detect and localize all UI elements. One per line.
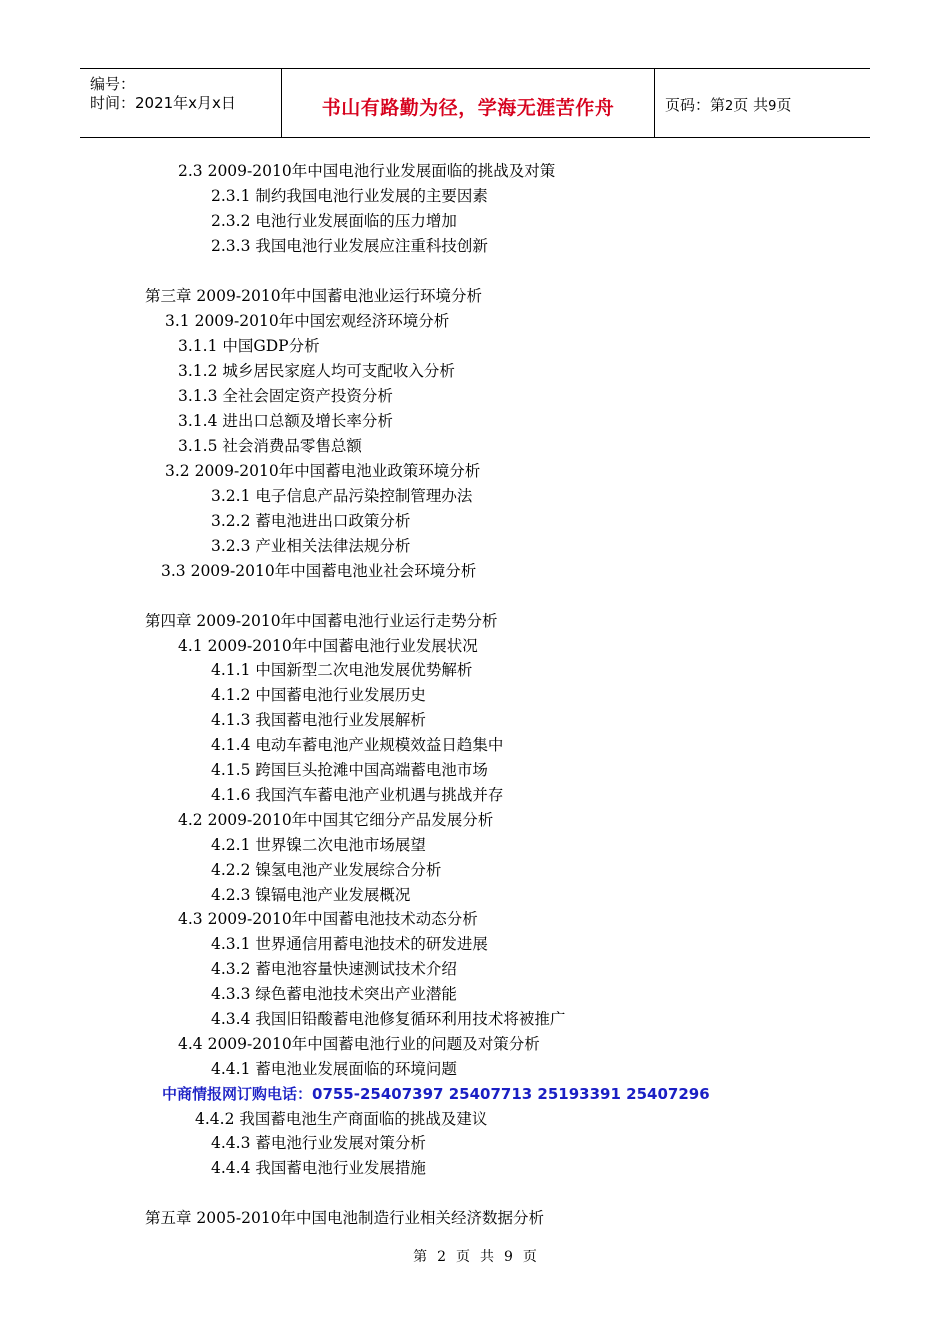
footer-word-ye: 页 xyxy=(456,1249,470,1265)
toc-chapter-4: 第四章 2009-2010年中国蓄电池行业运行走势分析 xyxy=(145,612,498,630)
toc-item-3-2-3: 3.2.3 产业相关法律法规分析 xyxy=(211,537,411,555)
toc-item-3-1-3: 3.1.3 全社会固定资产投资分析 xyxy=(178,387,393,405)
footer-total-pages: 9 xyxy=(504,1249,513,1265)
toc-item-4-3-1: 4.3.1 世界通信用蓄电池技术的研发进展 xyxy=(211,935,488,953)
toc-section-4-3: 4.3 2009-2010年中国蓄电池技术动态分析 xyxy=(178,910,478,928)
toc-item-4-3-2: 4.3.2 蓄电池容量快速测试技术介绍 xyxy=(211,960,457,978)
header-info-cell xyxy=(80,69,282,137)
total-pages-number: 9 xyxy=(768,99,777,114)
document-number-label: 编号： xyxy=(90,75,136,93)
toc-section-3-1: 3.1 2009-2010年中国宏观经济环境分析 xyxy=(165,312,450,330)
page-header xyxy=(80,68,870,138)
toc-item-4-1-6: 4.1.6 我国汽车蓄电池产业机遇与挑战并存 xyxy=(211,786,504,804)
toc-item-4-1-3: 4.1.3 我国蓄电池行业发展解析 xyxy=(211,711,426,729)
toc-item-4-2-2: 4.2.2 镍氢电池产业发展综合分析 xyxy=(211,861,442,879)
toc-section-3-3: 3.3 2009-2010年中国蓄电池业社会环境分析 xyxy=(161,562,477,580)
order-hotline-banner: 中商情报网订购电话：0755-25407397 25407713 25193391 25407296 xyxy=(162,1085,710,1103)
header-page-cell xyxy=(655,69,870,137)
header-page-indicator xyxy=(665,94,791,115)
toc-item-4-3-3: 4.3.3 绿色蓄电池技术突出产业潜能 xyxy=(211,985,457,1003)
toc-item-4-1-2: 4.1.2 中国蓄电池行业发展历史 xyxy=(211,686,426,704)
header-slogan: 书山有路勤为径，学海无涯苦作舟 xyxy=(321,97,615,119)
toc-item-4-4-1: 4.4.1 蓄电池业发展面临的环境问题 xyxy=(211,1060,457,1078)
toc-item-4-4-4: 4.4.4 我国蓄电池行业发展措施 xyxy=(211,1159,426,1177)
document-time-label: 时间：2021年x月x日 xyxy=(90,94,236,112)
toc-item-2-3-2: 2.3.2 电池行业发展面临的压力增加 xyxy=(211,212,457,230)
toc-item-3-2-1: 3.2.1 电子信息产品污染控制管理办法 xyxy=(211,487,473,505)
toc-chapter-3: 第三章 2009-2010年中国蓄电池业运行环境分析 xyxy=(145,287,483,305)
toc-section-4-1: 4.1 2009-2010年中国蓄电池行业发展状况 xyxy=(178,637,478,655)
footer-word-di: 第 xyxy=(413,1249,428,1265)
toc-item-4-1-1: 4.1.1 中国新型二次电池发展优势解析 xyxy=(211,661,473,679)
current-page-number: 2 xyxy=(725,99,734,114)
toc-item-4-2-1: 4.2.1 世界镍二次电池市场展望 xyxy=(211,836,426,854)
toc-item-3-2-2: 3.2.2 蓄电池进出口政策分析 xyxy=(211,512,411,530)
toc-item-3-1-1: 3.1.1 中国GDP分析 xyxy=(178,337,320,355)
footer-word-gong: 共 xyxy=(480,1249,494,1265)
toc-item-4-2-3: 4.2.3 镍镉电池产业发展概况 xyxy=(211,886,411,904)
toc-section-2-3: 2.3 2009-2010年中国电池行业发展面临的挑战及对策 xyxy=(178,162,556,180)
toc-item-3-1-5: 3.1.5 社会消费品零售总额 xyxy=(178,437,362,455)
toc-item-3-1-4: 3.1.4 进出口总额及增长率分析 xyxy=(178,412,393,430)
page-prefix: 页码：第 xyxy=(665,96,726,114)
toc-item-2-3-3: 2.3.3 我国电池行业发展应注重科技创新 xyxy=(211,237,488,255)
toc-chapter-5: 第五章 2005-2010年中国电池制造行业相关经济数据分析 xyxy=(145,1209,545,1227)
footer-page-number: 2 xyxy=(437,1249,446,1265)
header-slogan-cell xyxy=(282,69,655,137)
toc-item-4-1-4: 4.1.4 电动车蓄电池产业规模效益日趋集中 xyxy=(211,736,504,754)
toc-item-4-4-2: 4.4.2 我国蓄电池生产商面临的挑战及建议 xyxy=(195,1110,488,1128)
page-middle: 页 共 xyxy=(733,96,769,114)
toc-item-4-1-5: 4.1.5 跨国巨头抢滩中国高端蓄电池市场 xyxy=(211,761,488,779)
toc-item-2-3-1: 2.3.1 制约我国电池行业发展的主要因素 xyxy=(211,187,488,205)
toc-item-4-4-3: 4.4.3 蓄电池行业发展对策分析 xyxy=(211,1134,426,1152)
toc-section-4-2: 4.2 2009-2010年中国其它细分产品发展分析 xyxy=(178,811,494,829)
page-suffix: 页 xyxy=(776,96,792,114)
toc-item-3-1-2: 3.1.2 城乡居民家庭人均可支配收入分析 xyxy=(178,362,455,380)
toc-section-3-2: 3.2 2009-2010年中国蓄电池业政策环境分析 xyxy=(165,462,481,480)
page-footer xyxy=(0,1246,950,1266)
toc-section-4-4: 4.4 2009-2010年中国蓄电池行业的问题及对策分析 xyxy=(178,1035,540,1053)
toc-item-4-3-4: 4.3.4 我国旧铅酸蓄电池修复循环利用技术将被推广 xyxy=(211,1010,566,1028)
footer-word-ye-end: 页 xyxy=(522,1249,537,1265)
